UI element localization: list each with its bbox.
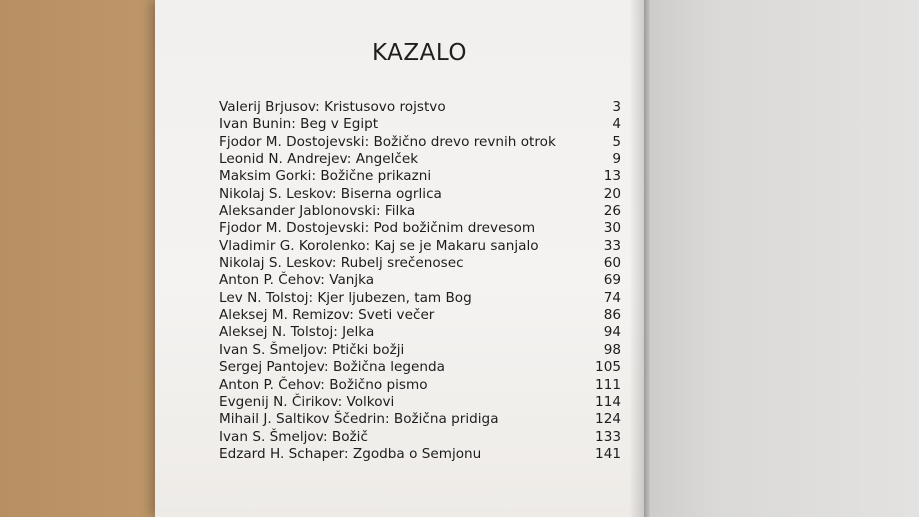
toc-entry-title: Ivan S. Šmeljov: Ptički božji bbox=[219, 341, 405, 358]
toc-entry-title: Aleksej M. Remizov: Sveti večer bbox=[219, 307, 435, 324]
toc-entry bbox=[219, 186, 621, 203]
toc-entry-title: Sergej Pantojev: Božična legenda bbox=[219, 359, 445, 376]
toc-entry bbox=[219, 272, 621, 289]
toc-entry-title: Leonid N. Andrejev: Angelček bbox=[219, 151, 419, 168]
toc-entry-title: Anton P. Čehov: Božično pismo bbox=[219, 376, 428, 393]
toc-entry bbox=[219, 203, 621, 220]
toc-entry bbox=[219, 99, 621, 116]
toc-entry-page-number: 105 bbox=[595, 359, 621, 376]
toc-entry-page-number: 26 bbox=[603, 203, 621, 220]
toc-entry bbox=[219, 255, 621, 272]
toc-entry-title: Maksim Gorki: Božične prikazni bbox=[219, 168, 432, 185]
toc-entry-page-number: 5 bbox=[612, 133, 621, 150]
toc-entry-page-number: 74 bbox=[603, 289, 621, 306]
toc-entry-title: Aleksej N. Tolstoj: Jelka bbox=[219, 324, 375, 341]
toc-entry bbox=[219, 134, 621, 151]
toc-entry-page-number: 20 bbox=[603, 185, 621, 202]
toc-entry bbox=[219, 151, 621, 168]
toc-entry-title: Mihail J. Saltikov Ščedrin: Božična pridiga bbox=[219, 411, 499, 428]
book-gutter bbox=[644, 0, 650, 517]
toc-entry-page-number: 60 bbox=[603, 255, 621, 272]
toc-entry-page-number: 114 bbox=[595, 393, 621, 410]
toc-entry-page-number: 30 bbox=[603, 220, 621, 237]
toc-entry-title: Lev N. Tolstoj: Kjer ljubezen, tam Bog bbox=[219, 289, 472, 306]
toc-entry-page-number: 111 bbox=[595, 376, 621, 393]
table-of-contents bbox=[219, 99, 621, 463]
toc-entry bbox=[219, 168, 621, 185]
toc-entry-title: Ivan Bunin: Beg v Egipt bbox=[219, 116, 379, 133]
toc-entry-page-number: 94 bbox=[603, 324, 621, 341]
toc-entry-title: Evgenij N. Čirikov: Volkovi bbox=[219, 393, 395, 410]
toc-entry-page-number: 4 bbox=[612, 116, 621, 133]
toc-entry bbox=[219, 238, 621, 255]
toc-entry bbox=[219, 359, 621, 376]
toc-entry-title: Fjodor M. Dostojevski: Božično drevo revnih otrok bbox=[219, 133, 556, 150]
toc-entry-title: Valerij Brjusov: Kristusovo rojstvo bbox=[219, 99, 446, 115]
toc-entry bbox=[219, 394, 621, 411]
toc-entry-title: Ivan S. Šmeljov: Božič bbox=[219, 428, 368, 445]
toc-entry-page-number: 133 bbox=[595, 428, 621, 445]
toc-entry bbox=[219, 116, 621, 133]
toc-entry bbox=[219, 290, 621, 307]
toc-entry-page-number: 98 bbox=[603, 341, 621, 358]
toc-entry-title: Aleksander Jablonovski: Filka bbox=[219, 203, 416, 220]
right-book-page bbox=[647, 0, 919, 517]
toc-entry bbox=[219, 307, 621, 324]
toc-entry bbox=[219, 324, 621, 341]
toc-entry-page-number: 3 bbox=[612, 99, 621, 115]
toc-entry bbox=[219, 342, 621, 359]
toc-entry-page-number: 69 bbox=[603, 272, 621, 289]
toc-entry-page-number: 86 bbox=[603, 307, 621, 324]
toc-entry-title: Edzard H. Schaper: Zgodba o Semjonu bbox=[219, 445, 482, 462]
toc-entry-page-number: 141 bbox=[595, 445, 621, 462]
toc-entry bbox=[219, 411, 621, 428]
toc-entry-title: Nikolaj S. Leskov: Rubelj srečenosec bbox=[219, 255, 464, 272]
toc-entry-title: Fjodor M. Dostojevski: Pod božičnim drevesom bbox=[219, 220, 536, 237]
toc-entry bbox=[219, 377, 621, 394]
toc-entry bbox=[219, 446, 621, 463]
toc-entry-title: Nikolaj S. Leskov: Biserna ogrlica bbox=[219, 185, 442, 202]
toc-entry bbox=[219, 220, 621, 237]
toc-entry-title: Anton P. Čehov: Vanjka bbox=[219, 272, 375, 289]
toc-entry-page-number: 124 bbox=[595, 411, 621, 428]
toc-entry-page-number: 13 bbox=[603, 168, 621, 185]
page-title: KAZALO bbox=[372, 40, 467, 66]
toc-entry-page-number: 33 bbox=[603, 237, 621, 254]
toc-entry bbox=[219, 429, 621, 446]
toc-entry-page-number: 9 bbox=[612, 151, 621, 168]
toc-entry-title: Vladimir G. Korolenko: Kaj se je Makaru sanjalo bbox=[219, 237, 539, 254]
